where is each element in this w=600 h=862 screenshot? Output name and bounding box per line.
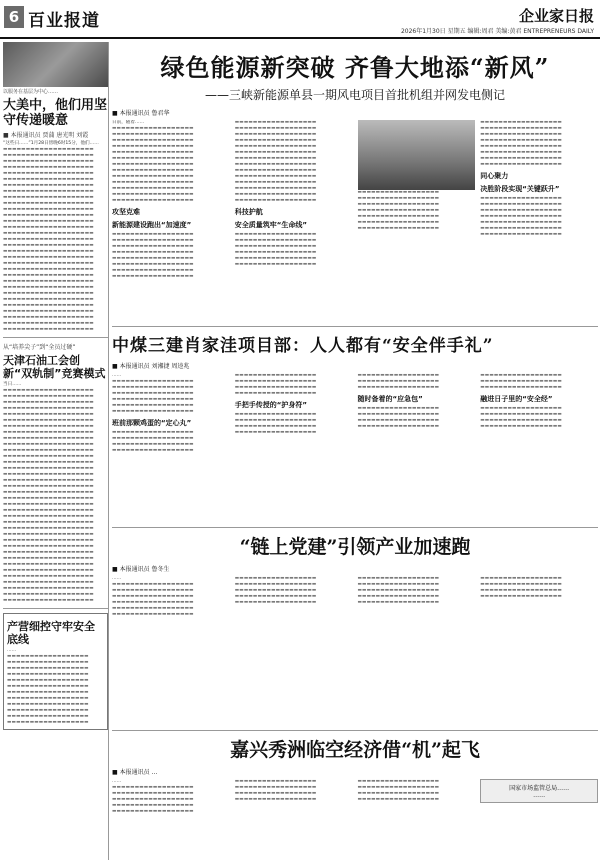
story-d-col-2 [235, 779, 353, 860]
story-c-byline: ■ 本报通讯员 鲁冬生 [112, 566, 170, 573]
lead-col-4-body-2: ▬▬▬▬▬▬▬▬▬▬▬▬▬▬▬▬▬▬ ▬▬▬▬▬▬▬▬▬▬▬▬▬▬▬▬▬▬ ▬▬▬▬▬▬▬▬▬▬▬▬▬▬▬▬▬▬ ▬▬▬▬▬▬▬▬▬▬▬▬▬▬▬▬▬▬ ▬▬▬▬▬▬▬▬▬▬▬▬▬▬▬▬▬▬ ▬▬▬▬▬▬▬▬▬▬▬▬▬▬▬▬▬▬ ▬▬▬▬▬▬▬▬▬▬▬▬▬▬▬▬▬▬ [480, 196, 562, 237]
story-b-col-1-body: ▬▬▬▬▬▬▬▬▬▬▬▬▬▬▬▬▬▬ ▬▬▬▬▬▬▬▬▬▬▬▬▬▬▬▬▬▬ ▬▬▬▬▬▬▬▬▬▬▬▬▬▬▬▬▬▬ ▬▬▬▬▬▬▬▬▬▬▬▬▬▬▬▬▬▬ ▬▬▬▬▬▬▬▬▬▬▬▬▬▬▬▬▬▬ ▬▬▬▬▬▬▬▬▬▬▬▬▬▬▬▬▬▬ [112, 379, 194, 414]
page-header [0, 0, 600, 40]
story-b-col-3-body: ▬▬▬▬▬▬▬▬▬▬▬▬▬▬▬▬▬▬ ▬▬▬▬▬▬▬▬▬▬▬▬▬▬▬▬▬▬ ▬▬▬▬▬▬▬▬▬▬▬▬▬▬▬▬▬▬ [357, 373, 440, 390]
story-b-col-1 [112, 373, 230, 523]
lead-section-3: 科技护航 [234, 208, 263, 216]
lead-col-1 [112, 120, 230, 322]
lead-section-1: 攻坚克难 [112, 208, 140, 216]
ad-box [480, 779, 598, 803]
lead-photo [358, 120, 476, 190]
main-column [112, 42, 598, 860]
story-c-text: …… [112, 576, 122, 581]
story-c-col-2 [235, 576, 353, 726]
left-column [3, 42, 109, 860]
lead-col-3-body: ▬▬▬▬▬▬▬▬▬▬▬▬▬▬▬▬▬▬ ▬▬▬▬▬▬▬▬▬▬▬▬▬▬▬▬▬▬ ▬▬▬▬▬▬▬▬▬▬▬▬▬▬▬▬▬▬ ▬▬▬▬▬▬▬▬▬▬▬▬▬▬▬▬▬▬ ▬▬▬▬▬▬▬▬▬▬▬▬▬▬▬▬▬▬ ▬▬▬▬▬▬▬▬▬▬▬▬▬▬▬▬▬▬ ▬▬▬▬▬▬▬▬▬▬▬▬▬▬▬▬▬▬ [357, 190, 440, 231]
story-c-col-1-body: ▬▬▬▬▬▬▬▬▬▬▬▬▬▬▬▬▬▬ ▬▬▬▬▬▬▬▬▬▬▬▬▬▬▬▬▬▬ ▬▬▬▬▬▬▬▬▬▬▬▬▬▬▬▬▬▬ ▬▬▬▬▬▬▬▬▬▬▬▬▬▬▬▬▬▬ ▬▬▬▬▬▬▬▬▬▬▬▬▬▬▬▬▬▬ ▬▬▬▬▬▬▬▬▬▬▬▬▬▬▬▬▬▬ [112, 582, 194, 617]
left-story-3-lead: …… [7, 648, 17, 653]
left-divider-2 [3, 608, 108, 609]
left-story-2-headline: 天津石油工会创新“双轨制”竞赛模式 [3, 354, 106, 380]
story-d-col-3 [358, 779, 476, 860]
story-d-byline: ■ 本报通讯员 … [112, 769, 158, 776]
story-c-col-2-body: ▬▬▬▬▬▬▬▬▬▬▬▬▬▬▬▬▬▬ ▬▬▬▬▬▬▬▬▬▬▬▬▬▬▬▬▬▬ ▬▬▬▬▬▬▬▬▬▬▬▬▬▬▬▬▬▬ ▬▬▬▬▬▬▬▬▬▬▬▬▬▬▬▬▬▬ ▬▬▬▬▬▬▬▬▬▬▬▬▬▬▬▬▬▬ [234, 576, 317, 605]
story-b-text: …… [112, 373, 122, 378]
story-c-body [112, 576, 598, 726]
story-divider-3 [112, 730, 598, 731]
story-d-col-1 [112, 779, 230, 860]
story-c-col-1 [112, 576, 230, 726]
story-b-col-4 [480, 373, 598, 523]
lead-col-4-body: ▬▬▬▬▬▬▬▬▬▬▬▬▬▬▬▬▬▬ ▬▬▬▬▬▬▬▬▬▬▬▬▬▬▬▬▬▬ ▬▬▬▬▬▬▬▬▬▬▬▬▬▬▬▬▬▬ ▬▬▬▬▬▬▬▬▬▬▬▬▬▬▬▬▬▬ ▬▬▬▬▬▬▬▬▬▬▬▬▬▬▬▬▬▬ ▬▬▬▬▬▬▬▬▬▬▬▬▬▬▬▬▬▬ ▬▬▬▬▬▬▬▬▬▬▬▬▬▬▬▬▬▬ ▬▬▬▬▬▬▬▬▬▬▬▬▬▬▬▬▬▬ [480, 120, 562, 167]
lead-col-4 [480, 120, 598, 322]
lead-col-1-body-2: ▬▬▬▬▬▬▬▬▬▬▬▬▬▬▬▬▬▬ ▬▬▬▬▬▬▬▬▬▬▬▬▬▬▬▬▬▬ ▬▬▬▬▬▬▬▬▬▬▬▬▬▬▬▬▬▬ ▬▬▬▬▬▬▬▬▬▬▬▬▬▬▬▬▬▬ ▬▬▬▬▬▬▬▬▬▬▬▬▬▬▬▬▬▬ ▬▬▬▬▬▬▬▬▬▬▬▬▬▬▬▬▬▬ ▬▬▬▬▬▬▬▬▬▬▬▬▬▬▬▬▬▬ ▬▬▬▬▬▬▬▬▬▬▬▬▬▬▬▬▬▬ [112, 232, 194, 279]
left-story-2-lead: 当日…… [3, 382, 22, 387]
left-story-2-body: ▬▬▬▬▬▬▬▬▬▬▬▬▬▬▬▬▬▬▬▬ ▬▬▬▬▬▬▬▬▬▬▬▬▬▬▬▬▬▬▬▬ ▬▬▬▬▬▬▬▬▬▬▬▬▬▬▬▬▬▬▬▬ ▬▬▬▬▬▬▬▬▬▬▬▬▬▬▬▬▬▬▬▬ ▬▬▬▬▬▬▬▬▬▬▬▬▬▬▬▬▬▬▬▬ ▬▬▬▬▬▬▬▬▬▬▬▬▬▬▬▬▬▬▬▬ ▬▬▬▬▬▬▬▬▬▬▬▬▬▬▬▬▬▬▬▬ ▬▬▬▬▬▬▬▬▬▬▬▬▬▬▬▬▬▬▬▬ ▬▬▬▬▬▬▬▬▬▬▬▬▬▬▬▬▬▬▬▬ ▬▬▬▬▬▬▬▬▬▬▬▬▬▬▬▬▬▬▬▬ ▬▬▬▬▬▬▬▬▬▬▬▬▬▬▬▬▬▬▬▬ ▬▬▬▬▬▬▬▬▬▬▬▬▬▬▬▬▬▬▬▬ ▬▬▬▬▬▬▬▬▬▬▬▬▬▬▬▬▬▬▬▬ ▬▬▬▬▬▬▬▬▬▬▬▬▬▬▬▬▬▬▬▬ ▬▬▬▬▬▬▬▬▬▬▬▬▬▬▬▬▬▬▬▬ ▬▬▬▬▬▬▬▬▬▬▬▬▬▬▬▬▬▬▬▬ ▬▬▬▬▬▬▬▬▬▬▬▬▬▬▬▬▬▬▬▬ ▬▬▬▬▬▬▬▬▬▬▬▬▬▬▬▬▬▬▬▬ ▬▬▬▬▬▬▬▬▬▬▬▬▬▬▬▬▬▬▬▬ ▬▬▬▬▬▬▬▬▬▬▬▬▬▬▬▬▬▬▬▬ ▬▬▬▬▬▬▬▬▬▬▬▬▬▬▬▬▬▬▬▬ ▬▬▬▬▬▬▬▬▬▬▬▬▬▬▬▬▬▬▬▬ ▬▬▬▬▬▬▬▬▬▬▬▬▬▬▬▬▬▬▬▬ ▬▬▬▬▬▬▬▬▬▬▬▬▬▬▬▬▬▬▬▬ ▬▬▬▬▬▬▬▬▬▬▬▬▬▬▬▬▬▬▬▬ ▬▬▬▬▬▬▬▬▬▬▬▬▬▬▬▬▬▬▬▬ ▬▬▬▬▬▬▬▬▬▬▬▬▬▬▬▬▬▬▬▬ ▬▬▬▬▬▬▬▬▬▬▬▬▬▬▬▬▬▬▬▬ ▬▬▬▬▬▬▬▬▬▬▬▬▬▬▬▬▬▬▬▬ ▬▬▬▬▬▬▬▬▬▬▬▬▬▬▬▬▬▬▬▬ ▬▬▬▬▬▬▬▬▬▬▬▬▬▬▬▬▬▬▬▬ ▬▬▬▬▬▬▬▬▬▬▬▬▬▬▬▬▬▬▬▬ ▬▬▬▬▬▬▬▬▬▬▬▬▬▬▬▬▬▬▬▬ ▬▬▬▬▬▬▬▬▬▬▬▬▬▬▬▬▬▬▬▬ ▬▬▬▬▬▬▬▬▬▬▬▬▬▬▬▬▬▬▬▬ ▬▬▬▬▬▬▬▬▬▬▬▬▬▬▬▬▬▬▬▬ [3, 388, 94, 603]
lead-col-3 [358, 120, 476, 322]
story-c-col-4-body: ▬▬▬▬▬▬▬▬▬▬▬▬▬▬▬▬▬▬ ▬▬▬▬▬▬▬▬▬▬▬▬▬▬▬▬▬▬ ▬▬▬▬▬▬▬▬▬▬▬▬▬▬▬▬▬▬ ▬▬▬▬▬▬▬▬▬▬▬▬▬▬▬▬▬▬ [480, 576, 562, 599]
left-story-3-body: ▬▬▬▬▬▬▬▬▬▬▬▬▬▬▬▬▬▬ ▬▬▬▬▬▬▬▬▬▬▬▬▬▬▬▬▬▬ ▬▬▬▬▬▬▬▬▬▬▬▬▬▬▬▬▬▬ ▬▬▬▬▬▬▬▬▬▬▬▬▬▬▬▬▬▬ ▬▬▬▬▬▬▬▬▬▬▬▬▬▬▬▬▬▬ ▬▬▬▬▬▬▬▬▬▬▬▬▬▬▬▬▬▬ ▬▬▬▬▬▬▬▬▬▬▬▬▬▬▬▬▬▬ ▬▬▬▬▬▬▬▬▬▬▬▬▬▬▬▬▬▬ ▬▬▬▬▬▬▬▬▬▬▬▬▬▬▬▬▬▬ ▬▬▬▬▬▬▬▬▬▬▬▬▬▬▬▬▬▬ ▬▬▬▬▬▬▬▬▬▬▬▬▬▬▬▬▬▬ ▬▬▬▬▬▬▬▬▬▬▬▬▬▬▬▬▬▬ [7, 654, 89, 725]
story-b-col-3 [358, 373, 476, 523]
left-story-1-byline: ■ 本报通讯员 贾蒲 唐光明 刘霞 [3, 132, 89, 139]
lead-body [112, 120, 598, 322]
story-c-headline: “链上党建”引领产业加速跑 [239, 536, 471, 558]
lead-col-2-body-2: ▬▬▬▬▬▬▬▬▬▬▬▬▬▬▬▬▬▬ ▬▬▬▬▬▬▬▬▬▬▬▬▬▬▬▬▬▬ ▬▬▬▬▬▬▬▬▬▬▬▬▬▬▬▬▬▬ ▬▬▬▬▬▬▬▬▬▬▬▬▬▬▬▬▬▬ ▬▬▬▬▬▬▬▬▬▬▬▬▬▬▬▬▬▬ ▬▬▬▬▬▬▬▬▬▬▬▬▬▬▬▬▬▬ [234, 232, 317, 267]
story-b-col-4-body-2: ▬▬▬▬▬▬▬▬▬▬▬▬▬▬▬▬▬▬ ▬▬▬▬▬▬▬▬▬▬▬▬▬▬▬▬▬▬ ▬▬▬▬▬▬▬▬▬▬▬▬▬▬▬▬▬▬ ▬▬▬▬▬▬▬▬▬▬▬▬▬▬▬▬▬▬ [480, 406, 562, 429]
lead-byline: ■ 本报通讯员 鲁君华 [112, 110, 170, 117]
story-d-col-1-body: ▬▬▬▬▬▬▬▬▬▬▬▬▬▬▬▬▬▬ ▬▬▬▬▬▬▬▬▬▬▬▬▬▬▬▬▬▬ ▬▬▬▬▬▬▬▬▬▬▬▬▬▬▬▬▬▬ ▬▬▬▬▬▬▬▬▬▬▬▬▬▬▬▬▬▬ ▬▬▬▬▬▬▬▬▬▬▬▬▬▬▬▬▬▬ [112, 785, 194, 814]
lead-col-1-body: ▬▬▬▬▬▬▬▬▬▬▬▬▬▬▬▬▬▬ ▬▬▬▬▬▬▬▬▬▬▬▬▬▬▬▬▬▬ ▬▬▬▬▬▬▬▬▬▬▬▬▬▬▬▬▬▬ ▬▬▬▬▬▬▬▬▬▬▬▬▬▬▬▬▬▬ ▬▬▬▬▬▬▬▬▬▬▬▬▬▬▬▬▬▬ ▬▬▬▬▬▬▬▬▬▬▬▬▬▬▬▬▬▬ ▬▬▬▬▬▬▬▬▬▬▬▬▬▬▬▬▬▬ ▬▬▬▬▬▬▬▬▬▬▬▬▬▬▬▬▬▬ ▬▬▬▬▬▬▬▬▬▬▬▬▬▬▬▬▬▬ ▬▬▬▬▬▬▬▬▬▬▬▬▬▬▬▬▬▬ ▬▬▬▬▬▬▬▬▬▬▬▬▬▬▬▬▬▬ ▬▬▬▬▬▬▬▬▬▬▬▬▬▬▬▬▬▬ ▬▬▬▬▬▬▬▬▬▬▬▬▬▬▬▬▬▬ [112, 126, 194, 203]
lead-headline: 绿色能源新突破 齐鲁大地添“新风” [160, 53, 550, 82]
story-b-section-2: 手把手传授的“护身符” [234, 401, 307, 409]
story-b-section-1: 班前那颗鸡蛋的“定心丸” [112, 419, 192, 427]
lead-col-2-body: ▬▬▬▬▬▬▬▬▬▬▬▬▬▬▬▬▬▬ ▬▬▬▬▬▬▬▬▬▬▬▬▬▬▬▬▬▬ ▬▬▬▬▬▬▬▬▬▬▬▬▬▬▬▬▬▬ ▬▬▬▬▬▬▬▬▬▬▬▬▬▬▬▬▬▬ ▬▬▬▬▬▬▬▬▬▬▬▬▬▬▬▬▬▬ ▬▬▬▬▬▬▬▬▬▬▬▬▬▬▬▬▬▬ ▬▬▬▬▬▬▬▬▬▬▬▬▬▬▬▬▬▬ ▬▬▬▬▬▬▬▬▬▬▬▬▬▬▬▬▬▬ ▬▬▬▬▬▬▬▬▬▬▬▬▬▬▬▬▬▬ ▬▬▬▬▬▬▬▬▬▬▬▬▬▬▬▬▬▬ ▬▬▬▬▬▬▬▬▬▬▬▬▬▬▬▬▬▬ ▬▬▬▬▬▬▬▬▬▬▬▬▬▬▬▬▬▬ ▬▬▬▬▬▬▬▬▬▬▬▬▬▬▬▬▬▬ ▬▬▬▬▬▬▬▬▬▬▬▬▬▬▬▬▬▬ [234, 120, 317, 203]
story-d-col-4 [480, 779, 598, 860]
story-b-col-4-body: ▬▬▬▬▬▬▬▬▬▬▬▬▬▬▬▬▬▬ ▬▬▬▬▬▬▬▬▬▬▬▬▬▬▬▬▬▬ ▬▬▬▬▬▬▬▬▬▬▬▬▬▬▬▬▬▬ [480, 373, 562, 390]
page-number: 6 [4, 6, 24, 28]
story-b-col-2-body: ▬▬▬▬▬▬▬▬▬▬▬▬▬▬▬▬▬▬ ▬▬▬▬▬▬▬▬▬▬▬▬▬▬▬▬▬▬ ▬▬▬▬▬▬▬▬▬▬▬▬▬▬▬▬▬▬ ▬▬▬▬▬▬▬▬▬▬▬▬▬▬▬▬▬▬ [234, 373, 317, 396]
story-b-section-4: 融进日子里的“安全经” [480, 395, 553, 403]
story-b-col-3-body-2: ▬▬▬▬▬▬▬▬▬▬▬▬▬▬▬▬▬▬ ▬▬▬▬▬▬▬▬▬▬▬▬▬▬▬▬▬▬ ▬▬▬▬▬▬▬▬▬▬▬▬▬▬▬▬▬▬ ▬▬▬▬▬▬▬▬▬▬▬▬▬▬▬▬▬▬ [357, 406, 440, 429]
lead-subheadline: ——三峡新能源单县一期风电项目首批机组并网发电侧记 [204, 88, 505, 102]
left-divider [3, 337, 108, 338]
left-photo [3, 42, 108, 87]
story-b-headline: 中煤三建肖家洼项目部：人人都有“安全伴手礼” [112, 336, 494, 356]
left-story-3-box [3, 613, 108, 730]
story-b-body [112, 373, 598, 523]
story-d-headline: 嘉兴秀洲临空经济借“机”起飞 [230, 739, 480, 761]
story-c-col-3 [358, 576, 476, 726]
masthead-brand: 企业家日报 [518, 7, 594, 25]
story-d-col-3-body: ▬▬▬▬▬▬▬▬▬▬▬▬▬▬▬▬▬▬ ▬▬▬▬▬▬▬▬▬▬▬▬▬▬▬▬▬▬ ▬▬▬▬▬▬▬▬▬▬▬▬▬▬▬▬▬▬ ▬▬▬▬▬▬▬▬▬▬▬▬▬▬▬▬▬▬ [357, 779, 440, 802]
left-story-1-headline: 大美中，他们用坚守传递暖意 [3, 98, 108, 128]
left-story-1-lead: “这些日……”1月28日傍晚6时15分，他们…… [3, 141, 99, 146]
story-c-col-4 [480, 576, 598, 726]
lead-col-2 [235, 120, 353, 322]
photo-caption: 以服务在基层为中心…… [3, 89, 59, 95]
story-divider-2 [112, 527, 598, 528]
ad-body: …… [533, 792, 546, 799]
dateline: 2026年1月30日 星期五 编辑:周君 美编:黄君 ENTREPRENEURS DAILY [400, 28, 594, 35]
story-b-col-2-body-2: ▬▬▬▬▬▬▬▬▬▬▬▬▬▬▬▬▬▬ ▬▬▬▬▬▬▬▬▬▬▬▬▬▬▬▬▬▬ ▬▬▬▬▬▬▬▬▬▬▬▬▬▬▬▬▬▬ ▬▬▬▬▬▬▬▬▬▬▬▬▬▬▬▬▬▬ [234, 412, 317, 435]
story-divider-1 [112, 326, 598, 327]
lead-section-2: 新能源建设跑出“加速度” [112, 221, 192, 229]
left-story-2-kicker: 从“培养尖子”到“全员过硬” [3, 344, 76, 351]
story-c-col-3-body: ▬▬▬▬▬▬▬▬▬▬▬▬▬▬▬▬▬▬ ▬▬▬▬▬▬▬▬▬▬▬▬▬▬▬▬▬▬ ▬▬▬▬▬▬▬▬▬▬▬▬▬▬▬▬▬▬ ▬▬▬▬▬▬▬▬▬▬▬▬▬▬▬▬▬▬ ▬▬▬▬▬▬▬▬▬▬▬▬▬▬▬▬▬▬ [357, 576, 440, 605]
header-rule [0, 37, 600, 39]
left-story-1-body: ▬▬▬▬▬▬▬▬▬▬▬▬▬▬▬▬▬▬▬▬ ▬▬▬▬▬▬▬▬▬▬▬▬▬▬▬▬▬▬▬▬ ▬▬▬▬▬▬▬▬▬▬▬▬▬▬▬▬▬▬▬▬ ▬▬▬▬▬▬▬▬▬▬▬▬▬▬▬▬▬▬▬▬ ▬▬▬▬▬▬▬▬▬▬▬▬▬▬▬▬▬▬▬▬ ▬▬▬▬▬▬▬▬▬▬▬▬▬▬▬▬▬▬▬▬ ▬▬▬▬▬▬▬▬▬▬▬▬▬▬▬▬▬▬▬▬ ▬▬▬▬▬▬▬▬▬▬▬▬▬▬▬▬▬▬▬▬ ▬▬▬▬▬▬▬▬▬▬▬▬▬▬▬▬▬▬▬▬ ▬▬▬▬▬▬▬▬▬▬▬▬▬▬▬▬▬▬▬▬ ▬▬▬▬▬▬▬▬▬▬▬▬▬▬▬▬▬▬▬▬ ▬▬▬▬▬▬▬▬▬▬▬▬▬▬▬▬▬▬▬▬ ▬▬▬▬▬▬▬▬▬▬▬▬▬▬▬▬▬▬▬▬ ▬▬▬▬▬▬▬▬▬▬▬▬▬▬▬▬▬▬▬▬ ▬▬▬▬▬▬▬▬▬▬▬▬▬▬▬▬▬▬▬▬ ▬▬▬▬▬▬▬▬▬▬▬▬▬▬▬▬▬▬▬▬ ▬▬▬▬▬▬▬▬▬▬▬▬▬▬▬▬▬▬▬▬ ▬▬▬▬▬▬▬▬▬▬▬▬▬▬▬▬▬▬▬▬ ▬▬▬▬▬▬▬▬▬▬▬▬▬▬▬▬▬▬▬▬ ▬▬▬▬▬▬▬▬▬▬▬▬▬▬▬▬▬▬▬▬ ▬▬▬▬▬▬▬▬▬▬▬▬▬▬▬▬▬▬▬▬ ▬▬▬▬▬▬▬▬▬▬▬▬▬▬▬▬▬▬▬▬ ▬▬▬▬▬▬▬▬▬▬▬▬▬▬▬▬▬▬▬▬ ▬▬▬▬▬▬▬▬▬▬▬▬▬▬▬▬▬▬▬▬ ▬▬▬▬▬▬▬▬▬▬▬▬▬▬▬▬▬▬▬▬ ▬▬▬▬▬▬▬▬▬▬▬▬▬▬▬▬▬▬▬▬ ▬▬▬▬▬▬▬▬▬▬▬▬▬▬▬▬▬▬▬▬ ▬▬▬▬▬▬▬▬▬▬▬▬▬▬▬▬▬▬▬▬ ▬▬▬▬▬▬▬▬▬▬▬▬▬▬▬▬▬▬▬▬ ▬▬▬▬▬▬▬▬▬▬▬▬▬▬▬▬▬▬▬▬ ▬▬▬▬▬▬▬▬▬▬▬▬▬▬▬▬▬▬▬▬ [3, 147, 94, 332]
story-d-col-2-body: ▬▬▬▬▬▬▬▬▬▬▬▬▬▬▬▬▬▬ ▬▬▬▬▬▬▬▬▬▬▬▬▬▬▬▬▬▬ ▬▬▬▬▬▬▬▬▬▬▬▬▬▬▬▬▬▬ ▬▬▬▬▬▬▬▬▬▬▬▬▬▬▬▬▬▬ [234, 779, 317, 802]
left-story-3-headline: 产营细控守牢安全底线 [7, 620, 95, 646]
ad-title: 国家市场监管总局…… [509, 785, 570, 792]
lead-section-5: 同心聚力 [480, 172, 509, 180]
story-d-body [112, 779, 598, 860]
section-title: 百业报道 [28, 11, 100, 31]
story-d-text: …… [112, 779, 122, 784]
story-b-col-1-body-2: ▬▬▬▬▬▬▬▬▬▬▬▬▬▬▬▬▬▬ ▬▬▬▬▬▬▬▬▬▬▬▬▬▬▬▬▬▬ ▬▬▬▬▬▬▬▬▬▬▬▬▬▬▬▬▬▬ ▬▬▬▬▬▬▬▬▬▬▬▬▬▬▬▬▬▬ [112, 430, 194, 453]
lead-section-6: 决胜阶段实现“关键跃升” [480, 185, 560, 193]
story-b-col-2 [235, 373, 353, 523]
lead-text: 日前，随着…… [112, 120, 145, 125]
lead-section-4: 安全质量筑牢“生命线” [234, 221, 307, 229]
story-b-byline: ■ 本报通讯员 刘湘捷 周逵兆 [112, 363, 190, 370]
story-b-section-3: 随时备着的“应急包” [357, 395, 423, 403]
